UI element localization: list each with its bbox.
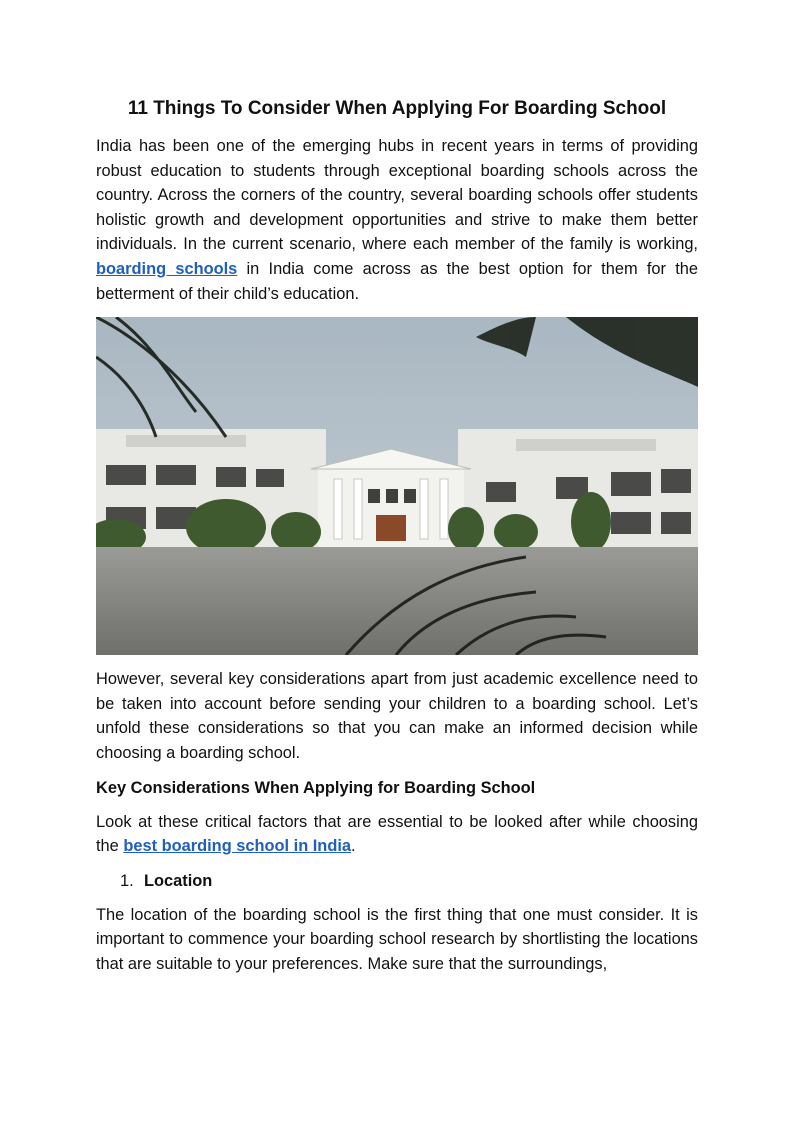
- section-heading: Key Considerations When Applying for Boarding School: [96, 778, 536, 797]
- page-title: 11 Things To Consider When Applying For Boarding School: [127, 98, 667, 119]
- factors-text-end: .: [351, 837, 356, 856]
- campus-building-photo: [96, 317, 698, 655]
- best-boarding-school-link[interactable]: best boarding school in India: [123, 837, 352, 856]
- intro-text-end: in India come across as the best option for them for the betterment of their child’s education.: [96, 259, 698, 303]
- list-label: Location: [144, 871, 213, 890]
- list-number: 1.: [120, 871, 134, 890]
- boarding-schools-link[interactable]: boarding schools: [96, 259, 238, 278]
- document-page: [96, 96, 698, 977]
- factors-text-start: Look at these critical factors that are essential to be looked after while choosing the: [96, 812, 698, 856]
- list-item: [96, 869, 698, 893]
- considerations-paragraph: However, several key considerations apart from just academic excellence need to be taken into account before sending your children to a boarding school. Let’s unfold these considerations so that you can make an informed decision while choosing a boarding school.: [96, 670, 698, 762]
- intro-text-start: India has been one of the emerging hubs in recent years in terms of providing robust education to students through exceptional boarding schools across the country. Across the corners of the country, several boarding schools offer students holistic growth and development opportunities and strive to make them better individuals. In the current scenario, where each member of the family is working,: [96, 137, 698, 254]
- location-paragraph: The location of the boarding school is the first thing that one must consider. It is important to commence your boarding school research by shortlisting the locations that are suitable to your preferences. Make sure that the surroundings,: [96, 905, 698, 973]
- factors-paragraph: [96, 810, 698, 859]
- intro-paragraph: [96, 134, 698, 306]
